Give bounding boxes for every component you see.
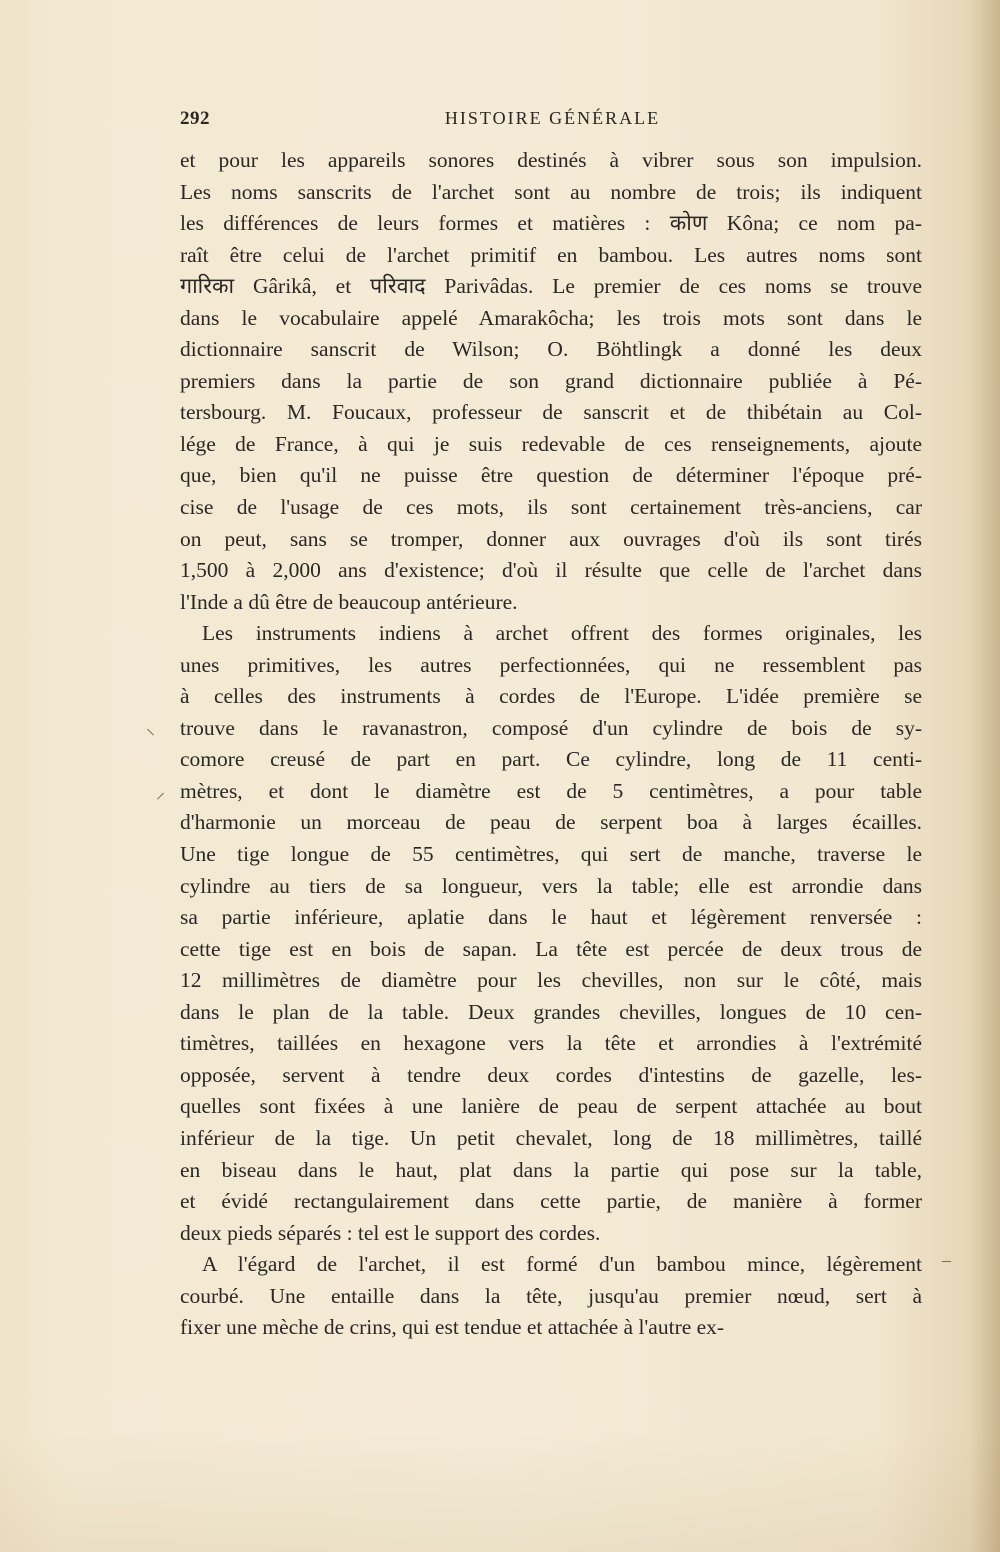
- text-line: dans le plan de la table. Deux grandes chevilles, longues de 10 cen-: [180, 999, 922, 1024]
- text-line: Les instruments indiens à archet offrent des formes originales, les: [202, 621, 922, 646]
- text-line: dans le vocabulaire appelé Amarakôcha; les trois mots sont dans le: [180, 305, 922, 330]
- paragraph: [180, 618, 922, 1249]
- text-line: timètres, taillées en hexagone vers la tête et arrondies à l'extrémité: [180, 1031, 922, 1056]
- text-line: raît être celui de l'archet primitif en bambou. Les autres noms sont: [180, 242, 922, 267]
- text-line: et pour les appareils sonores destinés à vibrer sous son impulsion.: [180, 148, 922, 172]
- text-line: unes primitives, les autres perfectionnées, qui ne ressemblent pas: [180, 652, 922, 677]
- text-line: cylindre au tiers de sa longueur, vers la table; elle est arrondie dans: [180, 873, 922, 898]
- text-line: opposée, servent à tendre deux cordes d'intestins de gazelle, les-: [180, 1062, 922, 1087]
- text-line: que, bien qu'il ne puisse être question de déterminer l'époque pré-: [180, 463, 922, 488]
- text-line: mètres, et dont le diamètre est de 5 centimètres, a pour table: [180, 778, 922, 803]
- text-line: deux pieds séparés : tel est le support des cordes.: [180, 1220, 601, 1245]
- text-line: quelles sont fixées à une lanière de peau de serpent attachée au bout: [180, 1094, 922, 1119]
- margin-pencil-mark: ⸜: [146, 718, 155, 738]
- text-line: l'Inde a dû être de beaucoup antérieure.: [180, 589, 518, 614]
- text-line: premiers dans la partie de son grand dictionnaire publiée à Pé-: [180, 368, 922, 393]
- text-line: et évidé rectangulairement dans cette partie, de manière à former: [180, 1189, 922, 1214]
- text-line: cette tige est en bois de sapan. La tête est percée de deux trous de: [180, 936, 922, 961]
- text-line: on peut, sans se tromper, donner aux ouvrages d'où ils sont tirés: [180, 526, 922, 551]
- body-text: [180, 145, 922, 1344]
- text-line: cise de l'usage de ces mots, ils sont certainement très-anciens, car: [180, 495, 922, 520]
- text-line: गारिका Gârikâ, et परिवाद Parivâdas. Le premier de ces noms se trouve: [180, 274, 922, 299]
- text-line: comore creusé de part en part. Ce cylindre, long de 11 centi-: [180, 747, 922, 772]
- text-line: d'harmonie un morceau de peau de serpent boa à larges écailles.: [180, 810, 922, 835]
- text-line: inférieur de la tige. Un petit chevalet, long de 18 millimètres, taillé: [180, 1125, 922, 1150]
- text-line: tersbourg. M. Foucaux, professeur de sanscrit et de thibétain au Col-: [180, 400, 922, 425]
- running-head: HISTOIRE GÉNÉRALE: [444, 108, 661, 128]
- page-header: [180, 108, 925, 138]
- margin-pencil-mark: ⸝: [156, 782, 165, 802]
- paragraph: [180, 1249, 922, 1344]
- text-line: trouve dans le ravanastron, composé d'un cylindre de bois de sy-: [180, 715, 922, 740]
- text-line: 1,500 à 2,000 ans d'existence; d'où il résulte que celle de l'archet dans: [180, 558, 922, 583]
- text-line: fixer une mèche de crins, qui est tendue et attachée à l'autre ex-: [180, 1315, 725, 1340]
- margin-pencil-mark: –: [942, 1250, 951, 1270]
- text-line: 12 millimètres de diamètre pour les chevilles, non sur le côté, mais: [180, 968, 922, 993]
- page-number: 292: [180, 108, 210, 129]
- text-line: Une tige longue de 55 centimètres, qui sert de manche, traverse le: [180, 842, 922, 867]
- text-line: à celles des instruments à cordes de l'Europe. L'idée première se: [180, 684, 922, 709]
- text-line: dictionnaire sanscrit de Wilson; O. Böhtlingk a donné les deux: [180, 337, 922, 362]
- text-line: les différences de leurs formes et matières : कोण Kôna; ce nom pa-: [180, 211, 922, 236]
- text-line: courbé. Une entaille dans la tête, jusqu'au premier nœud, sert à: [180, 1283, 922, 1308]
- paragraph: [180, 145, 922, 618]
- text-line: sa partie inférieure, aplatie dans le haut et légèrement renversée :: [180, 905, 922, 930]
- text-line: lége de France, à qui je suis redevable de ces renseignements, ajoute: [180, 431, 922, 456]
- text-line: Les noms sanscrits de l'archet sont au nombre de trois; ils indiquent: [180, 179, 922, 204]
- text-line: en biseau dans le haut, plat dans la partie qui pose sur la table,: [180, 1157, 922, 1182]
- text-line: A l'égard de l'archet, il est formé d'un bambou mince, légèrement: [202, 1252, 922, 1277]
